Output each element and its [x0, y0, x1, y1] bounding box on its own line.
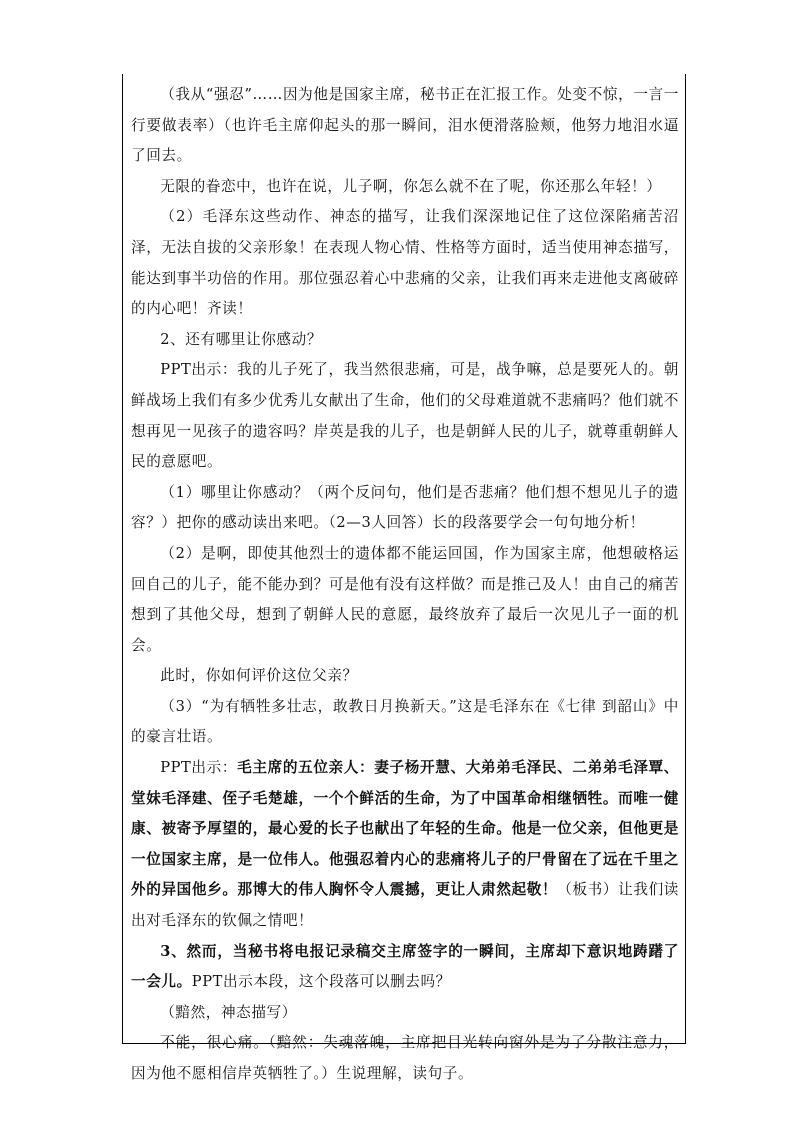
paragraph-discussion-1: （1）哪里让你感动？（两个反问句，他们是否悲痛？他们想不想见儿子的遗容？）把你的感动读出来吧。（2—3人回答）长的段落要学会一句句地分析！	[131, 483, 679, 532]
answer-explanation: 不能，很心痛。（黯然：失魂落魄，主席把目光转向窗外是为了分散注意力，因为他不愿相信岸英牺牲了。）生说理解，读句子。	[131, 1034, 679, 1082]
paragraph-poem-quote: （3）“为有牺牲多壮志，敢教日月换新天。”这是毛泽东在《七律 到韶山》中的豪言壮语。	[131, 697, 679, 746]
ppt-label: PPT出示：	[160, 759, 238, 777]
question-3-prompt: PPT出示本段，这个段落可以删去吗？	[191, 973, 451, 991]
lesson-plan-text	[131, 80, 679, 1090]
question-2: 2、还有哪里让你感动？	[160, 330, 323, 348]
ppt-bold-text: 毛主席的五位亲人：妻子杨开慧、大弟弟毛泽民、二弟弟毛泽覃、堂妹毛泽建、侄子毛楚雄，一个个鲜活的生命，为了中国革命相继牺牲。而唯一健康、被寄予厚望的，最心爱的长子也献出了年轻的生命。他是一位父亲，但他更是一位国家主席，是一位伟人。他强忍着内心的悲痛将儿子的尸骨留在了远在千里之外的异国他乡。那博大的伟人胸怀令人震撼，更让人肃然起敬！	[131, 759, 679, 899]
blackboard-note: （板书）让我们读出对毛泽东的钦佩之情吧！	[131, 881, 679, 930]
answer-hint: （黯然，神态描写）	[160, 1003, 297, 1021]
question-3-bold: 3、然而，当秘书将电报记录稿交主席签字的一瞬间，主席却下意识地踌躇了一会儿。	[131, 942, 679, 991]
question-3	[131, 937, 679, 998]
ppt-excerpt-2	[131, 753, 679, 937]
paragraph-discussion-2: （2）是啊，即使其他烈士的遗体都不能运回国，作为国家主席，他想破格运回自己的儿子，能不能办到？可是他有没有这样做？而是推己及人！由自己的痛苦想到了其他父母，想到了朝鲜人民的意愿，最终放弃了最后一次见儿子一面的机会。	[131, 544, 679, 654]
table-left-border	[122, 74, 123, 1044]
question-evaluate-father: 此时，你如何评价这位父亲？	[160, 667, 358, 685]
paragraph-longing: 无限的眷恋中，也许在说，儿子啊，你怎么就不在了呢，你还那么年轻！）	[160, 177, 662, 195]
paragraph-quote-reading: （我从“强忍”……因为他是国家主席，秘书正在汇报工作。处变不惊，一言一行要做表率）（也许毛主席仰起头的那一瞬间，泪水便滑落脸颊，他努力地泪水逼了回去。	[131, 86, 679, 165]
paragraph-analysis-2: （2）毛泽东这些动作、神态的描写，让我们深深地记住了这位深陷痛苦沼泽，无法自拔的父亲形象！在表现人物心情、性格等方面时，适当使用神态描写，能达到事半功倍的作用。那位强忍着心中悲痛的父亲，让我们再来走进他支离破碎的内心吧！齐读！	[131, 208, 679, 318]
table-right-border	[685, 74, 686, 1044]
ppt-excerpt-1: PPT出示：我的儿子死了，我当然很悲痛，可是，战争嘛，总是要死人的。朝鲜战场上我们有多少优秀儿女献出了生命，他们的父母难道就不悲痛吗？他们就不想再见一见孩子的遗容吗？岸英是我的儿子，也是朝鲜人民的儿子，就尊重朝鲜人民的意愿吧。	[131, 361, 679, 471]
